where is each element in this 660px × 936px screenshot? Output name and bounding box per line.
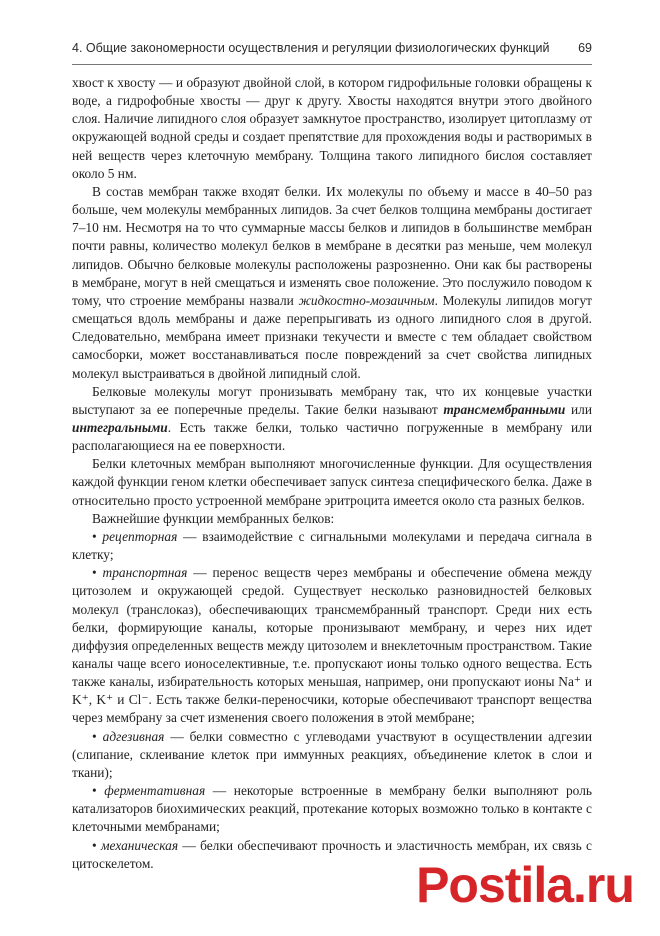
list-item xyxy=(72,782,592,836)
page-number: 69 xyxy=(578,41,592,55)
bold-italic-term xyxy=(72,420,168,435)
text-run: — перенос веществ через мембраны и обеспечение обмена между цитозолем и окружающей средой. Существует несколько разновидностей белковых молекул (транслоказ), обеспечивающих трансмембранный транспорт. Среди них есть белки, формирующие каналы, которые пронизывают мембрану, и через них идет диффузия определенных веществ между цитозолем и внеклеточным пространством. Такие каналы чаще всего ионоселективные, т.е. пропускают ионы только одного вещества. Есть также каналы, избирательность которых меньшая, например, они пропускают ионы Na⁺ и K⁺, K⁺ и Cl⁻. Есть также белки-переносчики, которые обеспечивают транспорт вещества через мембрану за счет изменения своего положения в этой мембране; xyxy=(72,565,592,726)
text-run: — белки обеспечивают прочность и эластичность мембран, их связь с цитоскелетом. xyxy=(72,837,592,871)
body-text xyxy=(72,74,592,873)
text-run: . Есть также белки, только частично погруженные в мембрану или располагающиеся на ее поверхности. xyxy=(72,419,592,454)
header-rule xyxy=(72,64,592,65)
paragraph xyxy=(72,74,592,183)
italic-term: адгезивная xyxy=(102,728,165,744)
list-item xyxy=(72,528,592,564)
text-run: В состав мембран также входят белки. Их молекулы по объему и массе в 40–50 раз больше, чем молекулы мембранных липидов. За счет белков толщина мембраны достигает 7–10 нм. Несмотря на то что суммарные массы белков и липидов в большинстве мембран почти равны, количество молекул белков в мембране в десятки раз меньше, чем молекул липидов. Обычно белковые молекулы расположены разрозненно. Они как бы растворены в мембране, могут в ней смещаться и изменять свое положение. Это послужило поводом к тому, что строение мембраны назвали xyxy=(72,183,592,308)
bold-italic-term-inner: интегральными xyxy=(72,419,168,435)
italic-term: транспортная xyxy=(102,565,188,581)
italic-term: жидкостно-мозаичным xyxy=(298,292,435,308)
paragraph xyxy=(72,510,592,528)
watermark-logo xyxy=(402,848,648,922)
paragraph xyxy=(72,455,592,509)
text-run: • xyxy=(92,837,102,853)
bold-italic-term-inner: трансмембранными xyxy=(443,401,566,417)
italic-term: рецепторная xyxy=(102,528,178,544)
text-run: Белковые молекулы могут пронизывать мембрану так, что их концевые участки выступают за ее поперечные пределы. Такие белки называют xyxy=(72,383,592,417)
chapter-title: 4. Общие закономерности осуществления и регуляции физиологических функций xyxy=(72,41,550,55)
text-run: — некоторые встроенные в мембрану белки выполняют роль катализаторов биохимических реакций, протекание которых возможно только в контакте с клеточными мембранами; xyxy=(72,783,592,835)
text-run: • xyxy=(92,783,105,799)
italic-term: ферментативная xyxy=(104,783,206,799)
text-run: Белки клеточных мембран выполняют многочисленные функции. Для осуществления каждой функции геном клетки обеспечивает запуск синтеза специфического белка. Даже в относительно просто устроенной мембране эритроцита имеется около ста разных белков. xyxy=(72,456,592,508)
text-run: — взаимодействие с сигнальными молекулами и передача сигнала в клетку; xyxy=(72,528,592,563)
text-run: • xyxy=(92,565,103,581)
paragraph xyxy=(72,383,592,456)
text-run: • xyxy=(92,728,103,744)
text-run: . Молекулы липидов могут смещаться вдоль мембраны и даже перепрыгивать из одного липидного слоя в другой. Следовательно, мембрана имеет признаки текучести и вместе с тем обладает свойством самосборки, может восстанавливаться после повреждений за счет свойства липидных молекул выстраиваться в двойной липидный слой. xyxy=(72,292,592,381)
text-run: • xyxy=(92,528,103,544)
text-run: — белки совместно с углеводами участвуют в осуществлении адгезии (слипание, склеивание клеток при иммунных реакциях, объединение клеток в слои и ткани); xyxy=(72,728,593,780)
running-header xyxy=(72,41,592,55)
italic-term: механическая xyxy=(101,837,179,853)
text-run: или xyxy=(565,401,592,417)
text-run: Важнейшие функции мембранных белков: xyxy=(92,510,335,526)
paragraph xyxy=(72,183,592,383)
list-item xyxy=(72,564,592,727)
list-item xyxy=(72,728,592,782)
text-run: хвост к хвосту — и образуют двойной слой, в котором гидрофильные головки обращены к воде, а гидрофобные хвосты — друг к другу. Хвосты находятся внутри этого двойного слоя. Наличие липидного слоя образует замкнутое пространство, изолирует цитоплазму от окружающей водной среды и создает препятствие для прохождения воды и растворимых в ней веществ через клеточную мембрану. Толщина такого липидного бислоя составляет около 5 нм. xyxy=(72,75,592,181)
watermark-text: Postila.ru xyxy=(416,857,634,913)
bold-italic-term xyxy=(443,402,565,417)
